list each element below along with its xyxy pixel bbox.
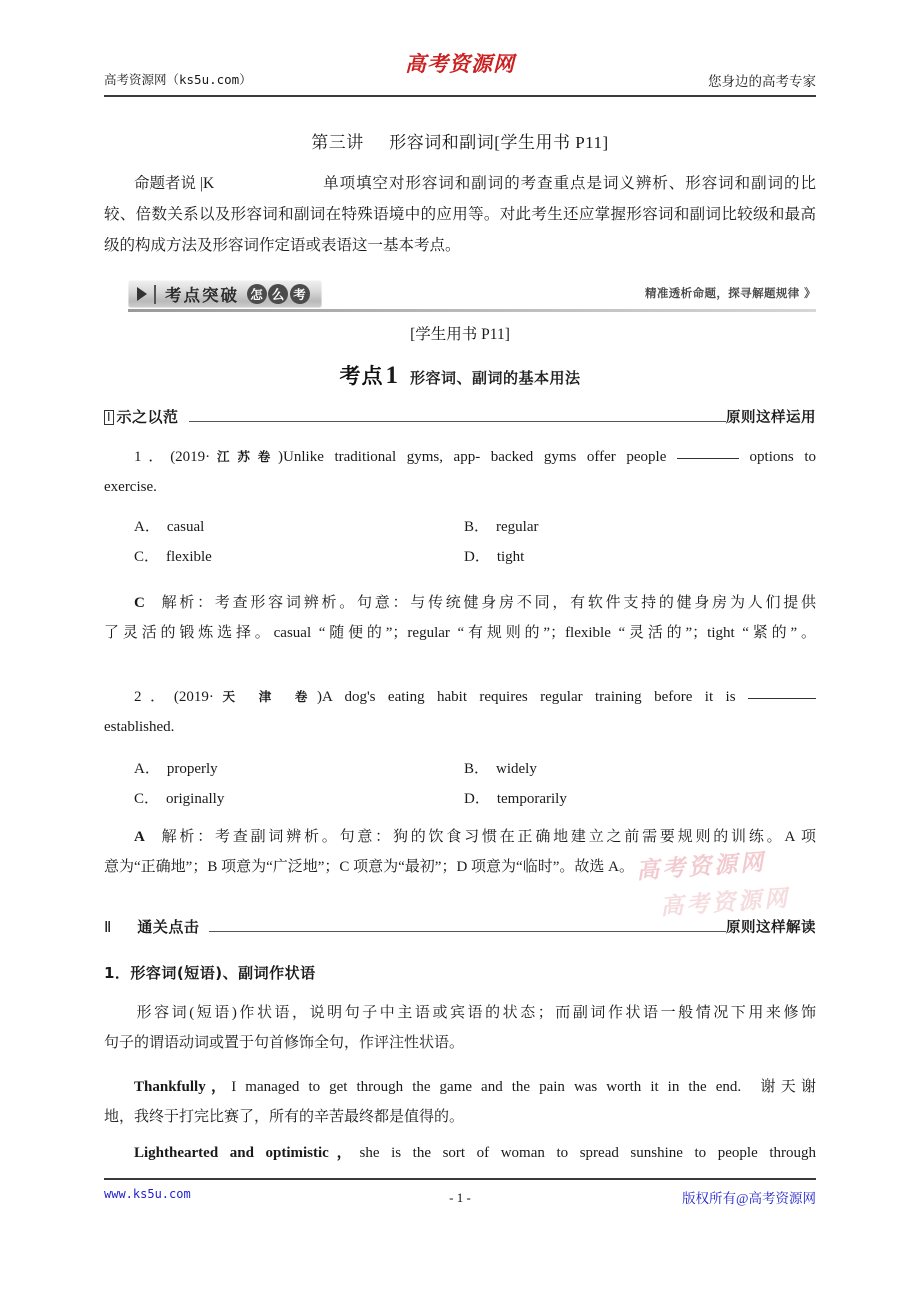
section-two-header bbox=[104, 916, 816, 937]
footer-url[interactable]: www.ks5u.com bbox=[104, 1187, 191, 1201]
question-2-source-close: ) bbox=[317, 689, 323, 705]
option-d-key: D． bbox=[464, 791, 490, 807]
question-1-stem bbox=[104, 442, 816, 502]
play-triangle-icon bbox=[137, 287, 147, 301]
title-topic: 形容词和副词[学生用书 P11] bbox=[389, 133, 609, 152]
example-1-cn-tail: 谢天谢 bbox=[755, 1079, 816, 1095]
option-a[interactable] bbox=[104, 754, 434, 784]
example-1-line1 bbox=[104, 1072, 816, 1102]
example-1-bold-part: Thankfully， bbox=[134, 1079, 232, 1095]
header-slogan: 您身边的高考专家 bbox=[708, 74, 816, 89]
explanation-1-line2: 了灵活的锻炼选择。casual “随便的”；regular “有规则的”；flexible “灵活的”；tight “紧的”。 bbox=[104, 625, 816, 641]
question-2-stem bbox=[104, 682, 816, 742]
explanation-1-text-a: 解析：考查形容词辨析。句意：与传统健身房不同，有软件支持的健身房为人们提供 bbox=[158, 595, 816, 611]
question-2-number: 2． bbox=[134, 689, 174, 705]
header-site-name: 高考资源网（ks5u.com） bbox=[104, 72, 252, 87]
question-1-number: 1． bbox=[134, 449, 171, 465]
point-1-para-line1 bbox=[104, 998, 816, 1028]
question-2-blank bbox=[748, 698, 816, 699]
header-divider bbox=[104, 95, 816, 97]
section-one-label: 示之以范 bbox=[116, 408, 179, 426]
point-1-para-line2: 句子的谓语动词或置于句首修饰全句，作评注性状语。 bbox=[104, 1035, 465, 1051]
page-footer bbox=[104, 1178, 816, 1218]
option-a-key: A． bbox=[134, 519, 160, 535]
badge-circle: 怎 bbox=[247, 284, 267, 304]
question-2-explanation bbox=[104, 822, 816, 882]
banner-title: 考点突破 bbox=[165, 286, 239, 305]
example-2-line1 bbox=[104, 1138, 816, 1168]
option-b[interactable] bbox=[434, 754, 764, 784]
kaodian-heading bbox=[0, 360, 920, 390]
explanation-2-line1 bbox=[104, 822, 816, 852]
option-b-text: widely bbox=[496, 761, 537, 777]
option-c-key: C． bbox=[134, 791, 160, 807]
section-one-rule bbox=[189, 421, 726, 422]
explanation-2-line2: 意为“正确地”；B 项意为“广泛地”；C 项意为“最初”；D 项意为“临时”。故选 A。 bbox=[104, 859, 634, 875]
student-book-reference: [学生用书 P11] bbox=[410, 326, 510, 343]
question-2-line1 bbox=[104, 682, 816, 712]
section-one-number: Ⅰ bbox=[104, 410, 114, 425]
option-a-key: A． bbox=[134, 761, 160, 777]
option-b-text: regular bbox=[496, 519, 539, 535]
question-1-answer: C bbox=[134, 595, 145, 611]
kaodian-number: 1 bbox=[385, 362, 398, 389]
point-1-heading-wrap bbox=[104, 958, 816, 988]
question-1-source-open: (2019· bbox=[170, 449, 211, 465]
example-1-rest: I managed to get through the game and the pain was worth it in the end. bbox=[231, 1079, 742, 1095]
watermark-text: 高考资源网 bbox=[659, 884, 791, 921]
watermark-text: 高考资源网 bbox=[635, 848, 767, 885]
question-2-line2: established. bbox=[104, 719, 175, 735]
option-row bbox=[104, 512, 816, 542]
question-1-explanation bbox=[104, 588, 816, 648]
explanation-1-line1 bbox=[104, 588, 816, 618]
footer-page-number: - 1 - bbox=[449, 1190, 471, 1205]
explanation-2-text-a: 解析：考查副词辨析。句意：狗的饮食习惯在正确地建立之前需要规则的训练。A 项 bbox=[158, 829, 816, 845]
option-c-key: C． bbox=[134, 549, 160, 565]
question-1-line2: exercise. bbox=[104, 479, 157, 495]
option-b-key: B． bbox=[464, 519, 490, 535]
point-1-para-text: 形容词(短语)作状语，说明句子中主语或宾语的状态；而副词作状语一般情况下用来修饰 bbox=[134, 1005, 816, 1021]
banner-pill bbox=[128, 280, 322, 308]
question-2-stem-a: A dog's eating habit requires regular training before it is bbox=[322, 689, 748, 705]
section-two-number: Ⅱ bbox=[104, 920, 112, 936]
option-d[interactable] bbox=[434, 542, 764, 572]
option-d[interactable] bbox=[434, 784, 764, 814]
banner-badges bbox=[245, 284, 310, 304]
question-1-stem-b: options to bbox=[738, 449, 816, 465]
option-a-text: casual bbox=[166, 519, 205, 535]
intro-body: 单项填空对形容词和副词的考查重点是词义辨析、形容词和副词的比较、倍数关系以及形容词和副词在特殊语境中的应用等。对此考生还应掌握形容词和副词比较级和最高级的构成方法及形容词作定语或表语这一基本考点。 bbox=[104, 175, 816, 254]
header-logo: 高考资源网 bbox=[405, 51, 515, 76]
option-row bbox=[104, 784, 816, 814]
page-title bbox=[0, 128, 920, 153]
example-2-bold-part: Lighthearted and optimistic， bbox=[134, 1145, 360, 1161]
question-2-source-open: (2019· bbox=[173, 689, 214, 705]
footer-divider bbox=[104, 1178, 816, 1180]
example-2-rest: she is the sort of woman to spread sunshine to people through bbox=[359, 1145, 816, 1161]
option-a[interactable] bbox=[104, 512, 434, 542]
example-1-line2: 地，我终于打完比赛了，所有的辛苦最终都是值得的。 bbox=[104, 1109, 465, 1125]
section-two-rule bbox=[209, 931, 726, 932]
option-d-key: D． bbox=[464, 549, 490, 565]
question-1-blank bbox=[677, 458, 739, 459]
point-1-heading: 1．形容词(短语)、副词作状语 bbox=[104, 964, 316, 982]
badge-circle: 么 bbox=[268, 284, 288, 304]
title-lecture: 第三讲 bbox=[311, 133, 364, 152]
section-two-tagline: 原则这样解读 bbox=[726, 920, 816, 936]
question-1-province: 江苏卷 bbox=[210, 449, 279, 464]
option-c[interactable] bbox=[104, 784, 434, 814]
banner-tagline: 精准透析命题，探寻解题规律 》 bbox=[644, 286, 816, 300]
intro-label: 命题者说 |K bbox=[134, 175, 215, 192]
option-b-key: B． bbox=[464, 761, 490, 777]
section-two-label: 通关点击 bbox=[137, 918, 200, 936]
option-c-text: flexible bbox=[166, 549, 212, 565]
option-d-text: tight bbox=[496, 549, 525, 565]
kaodian-subtitle: 形容词、副词的基本用法 bbox=[409, 369, 581, 387]
question-1-source-close: ) bbox=[278, 449, 284, 465]
question-1-options bbox=[104, 512, 816, 572]
question-2-answer: A bbox=[134, 829, 145, 845]
point-1-paragraph bbox=[104, 998, 816, 1058]
option-c-text: originally bbox=[166, 791, 225, 807]
question-1-line1 bbox=[104, 442, 816, 472]
option-a-text: properly bbox=[166, 761, 218, 777]
banner-divider-bar bbox=[154, 285, 156, 304]
option-b[interactable] bbox=[434, 512, 764, 542]
section-banner bbox=[104, 280, 816, 312]
kaodian-label: 考点 bbox=[339, 364, 384, 388]
question-2-province: 天 津 卷 bbox=[213, 689, 318, 704]
option-d-text: temporarily bbox=[496, 791, 567, 807]
footer-copyright: 版权所有@高考资源网 bbox=[682, 1191, 816, 1206]
option-row bbox=[104, 754, 816, 784]
option-c[interactable] bbox=[104, 542, 434, 572]
badge-circle: 考 bbox=[290, 284, 310, 304]
example-2 bbox=[104, 1138, 816, 1168]
page-header bbox=[104, 52, 816, 100]
section-one-tagline: 原则这样运用 bbox=[726, 410, 816, 426]
example-1 bbox=[104, 1072, 816, 1132]
question-1-stem-a: Unlike traditional gyms, app- backed gyms offer people bbox=[283, 449, 677, 465]
intro-block bbox=[104, 168, 816, 261]
section-one-header bbox=[104, 406, 816, 427]
option-row bbox=[104, 542, 816, 572]
question-2-options bbox=[104, 754, 816, 814]
banner-underline bbox=[128, 309, 816, 312]
